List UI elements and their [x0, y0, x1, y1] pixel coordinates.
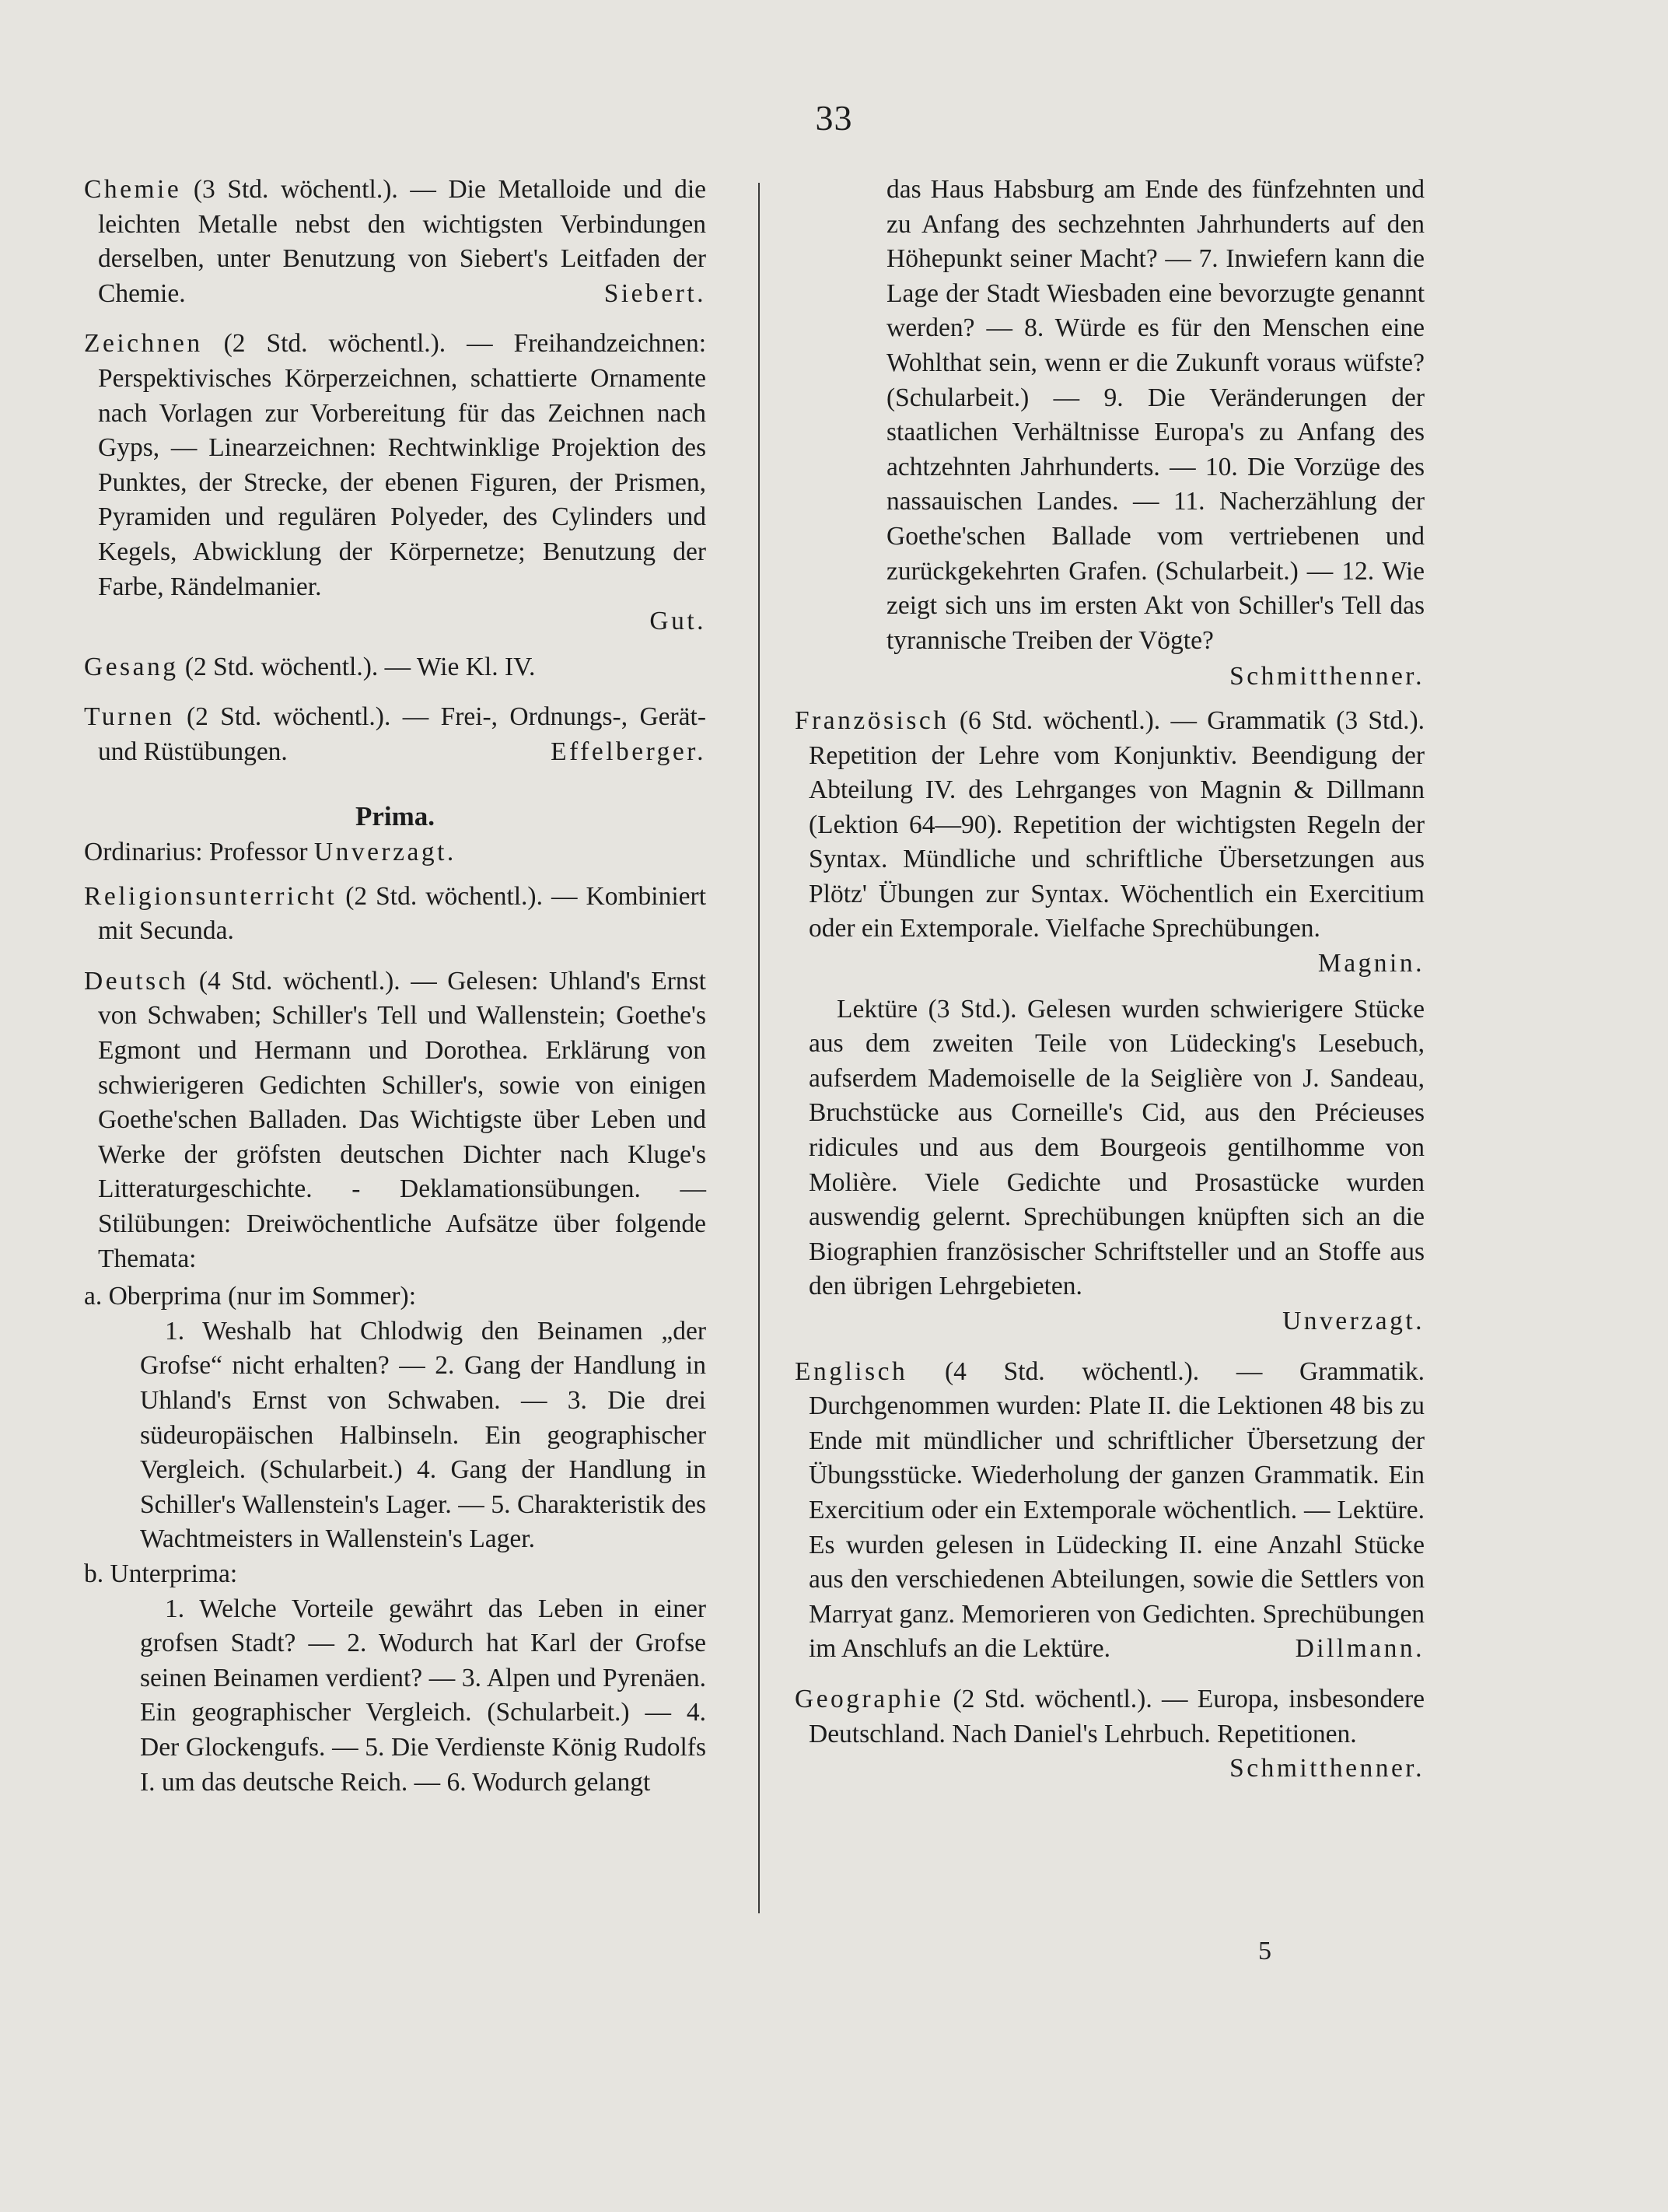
- right-column: [795, 173, 1425, 1787]
- left-column: [84, 173, 706, 1800]
- entry-franzoesisch: [795, 704, 1425, 982]
- deutsch-teacher-line: [795, 660, 1425, 695]
- signature-number: 5: [1258, 1937, 1271, 1965]
- subject-title: Zeichnen: [84, 329, 203, 359]
- entry-text: (2 Std. wöchentl.). — Wie Kl. IV.: [184, 652, 536, 681]
- subject-title: Turnen: [84, 702, 175, 732]
- teacher-name: Gut.: [649, 607, 706, 636]
- lektuere-teacher-line: [795, 1304, 1425, 1339]
- teacher-name: Siebert.: [603, 278, 706, 308]
- entry-zeichnen: [84, 327, 706, 639]
- subject-title: Geographie: [795, 1684, 944, 1713]
- entry-englisch: [795, 1355, 1425, 1667]
- entry-text: (6 Std. wöchentl.). — Grammatik (3 Std.). Repetition der Lehre vom Konjunktiv. Beendigung der Abteilung IV. des Lehrganges von Magnin & Dillmann (Lektion 64—90). Repetition der wichtigsten Regeln der Syntax. Mündliche und schriftliche Übersetzungen aus Plötz' Übungen zur Syntax. Wöchentlich ein Exercitium oder ein Extemporale. Vielfache Sprechübungen.: [809, 705, 1425, 943]
- teacher-name: Schmitthenner.: [1229, 662, 1425, 691]
- teacher-name: Unverzagt.: [1282, 1307, 1425, 1335]
- subject-title: Englisch: [795, 1356, 908, 1386]
- deutsch-unterprima-themes: 1. Welche Vorteile gewährt das Leben in einer grofsen Stadt? — 2. Wodurch hat Karl der Grofse seinen Beinamen verdient? — 3. Alpen und Pyrenäen. Ein geographischer Vergleich. (Schularbeit.) — 4. Der Glockengufs. — 5. Die Verdienste König Rudolfs I. um das deutsche Reich. — 6. Wodurch gelangt: [140, 1594, 706, 1797]
- teacher-name: Effelberger.: [551, 737, 706, 766]
- franzoesisch-lektuere: Lektüre (3 Std.). Gelesen wurden schwierigere Stücke aus dem zweiten Teile von Lüdecking's Lesebuch, aufserdem Mademoiselle de la Seiglière von J. Sandeau, Bruchstücke aus Corneille's Cid, aus den Précieuses ridicules und aus dem Bourgeois gentilhomme von Molière. Viele Gedichte und Prosastücke wurden auswendig gelernt. Sprechübungen knüpften sich an die Biographien französischer Schriftsteller und an Stoffe aus den übrigen Lehrgebieten.: [809, 994, 1425, 1301]
- teacher-name: Magnin.: [1317, 949, 1425, 978]
- entry-chemie: [84, 173, 706, 311]
- entry-text: (3 Std. wöchentl.). — Die Metalloide und die leichten Metalle nebst den wichtigsten Verbindungen derselben, unter Benutzung von Siebert's Leitfaden der Chemie.: [98, 175, 707, 308]
- teacher-name: Dillmann.: [1295, 1634, 1425, 1664]
- page-number: 33: [815, 98, 853, 138]
- entry-text: (4 Std. wöchentl.). — Gelesen: Uhland's Ernst von Schwaben; Schiller's Tell und Wallenstein; Goethe's Egmont und Hermann und Dorothea. Erklärung von schwierigeren Gedichten Schiller's, sowie von einigen Goethe'schen Balladen. Das Wichtigste über Leben und Werke der gröfsten deutschen Dichter nach Kluge's Litteraturgeschichte. - Deklamationsübungen. — Stilübungen: Dreiwöchentliche Aufsätze über folgende Themata:: [98, 966, 706, 1273]
- ordinarius-label: Ordinarius: Professor: [84, 838, 308, 867]
- subject-title: Französisch: [795, 705, 949, 735]
- column-divider: [758, 183, 760, 1913]
- teacher-name: Schmitthenner.: [1229, 1754, 1425, 1783]
- deutsch-oberprima-themes: 1. Weshalb hat Chlodwig den Beinamen „der Grofse“ nicht erhalten? — 2. Gang der Handlung in Uhland's Ernst von Schwaben. — 3. Die drei südeuropäischen Halbinseln. Ein geographischer Vergleich. (Schularbeit.) 4. Gang der Handlung in Schiller's Wallenstein's Lager. — 5. Charakteristik des Wachtmeisters in Wallenstein's Lager.: [140, 1316, 706, 1554]
- entry-geographie: [795, 1682, 1425, 1783]
- ordinarius-line: [84, 835, 706, 870]
- ordinarius-name: Unverzagt.: [313, 838, 456, 867]
- entry-gesang: [84, 650, 706, 685]
- deutsch-unterprima-label: b. Unterprima:: [84, 1559, 238, 1588]
- entry-text: (4 Std. wöchentl.). — Grammatik. Durchgenommen wurden: Plate II. die Lektionen 48 bis zu Ende mit mündlicher und schriftlicher Übersetzung der Übungsstücke. Wiederholung der ganzen Grammatik. Ein Exercitium oder ein Extemporale wöchentlich. — Lektüre. Es wurden gelesen in Lüdecking II. eine Anzahl Stücke aus den verschiedenen Abteilungen, sowie die Settlers von Marryat ganz. Memorieren von Gedichten. Sprechübungen im Anschlufs an die Lektüre.: [809, 1356, 1425, 1664]
- entry-text: (2 Std. wöchentl.). — Europa, insbesondere Deutschland. Nach Daniel's Lehrbuch. Repetitionen.: [809, 1684, 1425, 1748]
- subject-title: Deutsch: [84, 966, 189, 996]
- entry-text: (2 Std. wöchentl.). — Frei-, Ordnungs-, Gerät- und Rüstübungen.: [98, 702, 706, 766]
- deutsch-oberprima-label: a. Oberprima (nur im Sommer):: [84, 1282, 417, 1311]
- entry-turnen: [84, 700, 706, 769]
- entry-text: (2 Std. wöchentl.). — Freihandzeichnen: Perspektivisches Körperzeichnen, schattierte Ornamente nach Vorlagen zur Vorbereitung für das Zeichnen nach Gyps, — Linearzeichnen: Rechtwinklige Projektion des Punktes, der Strecke, der ebenen Figuren, der Prismen, Pyramiden und regulären Polyeder, des Cylinders und Kegels, Abwicklung der Körpernetze; Benutzung der Farbe, Rändelmanier.: [98, 329, 706, 601]
- subject-title: Gesang: [84, 652, 179, 681]
- subject-title: Religionsunterricht: [84, 881, 337, 911]
- deutsch-themes-continued: das Haus Habsburg am Ende des fünfzehnten und zu Anfang des sechzehnten Jahrhunderts auf den Höhepunkt seiner Macht? — 7. Inwiefern kann die Lage der Stadt Wiesbaden eine bevorzugte genannt werden? — 8. Würde es für den Menschen eine Wohlthat sein, wenn er die Zukunft voraus wüfste? (Schularbeit.) — 9. Die Veränderungen der staatlichen Verhältnisse Europa's zu Anfang des achtzehnten Jahrhunderts. — 10. Die Vorzüge des nassauischen Landes. — 11. Nacherzählung der Goethe'schen Ballade vom vertriebenen und zurückgekehrten Grafen. (Schularbeit.) — 12. Wie zeigt sich uns im ersten Akt von Schiller's Tell das tyrannische Treiben der Vögte?: [886, 175, 1425, 655]
- subject-title: Chemie: [84, 175, 182, 204]
- entry-deutsch: [84, 964, 706, 1276]
- entry-text: (2 Std. wöchentl.). — Kombiniert mit Secunda.: [98, 881, 706, 946]
- section-heading-prima: Prima.: [355, 800, 435, 831]
- entry-religion: [84, 880, 706, 949]
